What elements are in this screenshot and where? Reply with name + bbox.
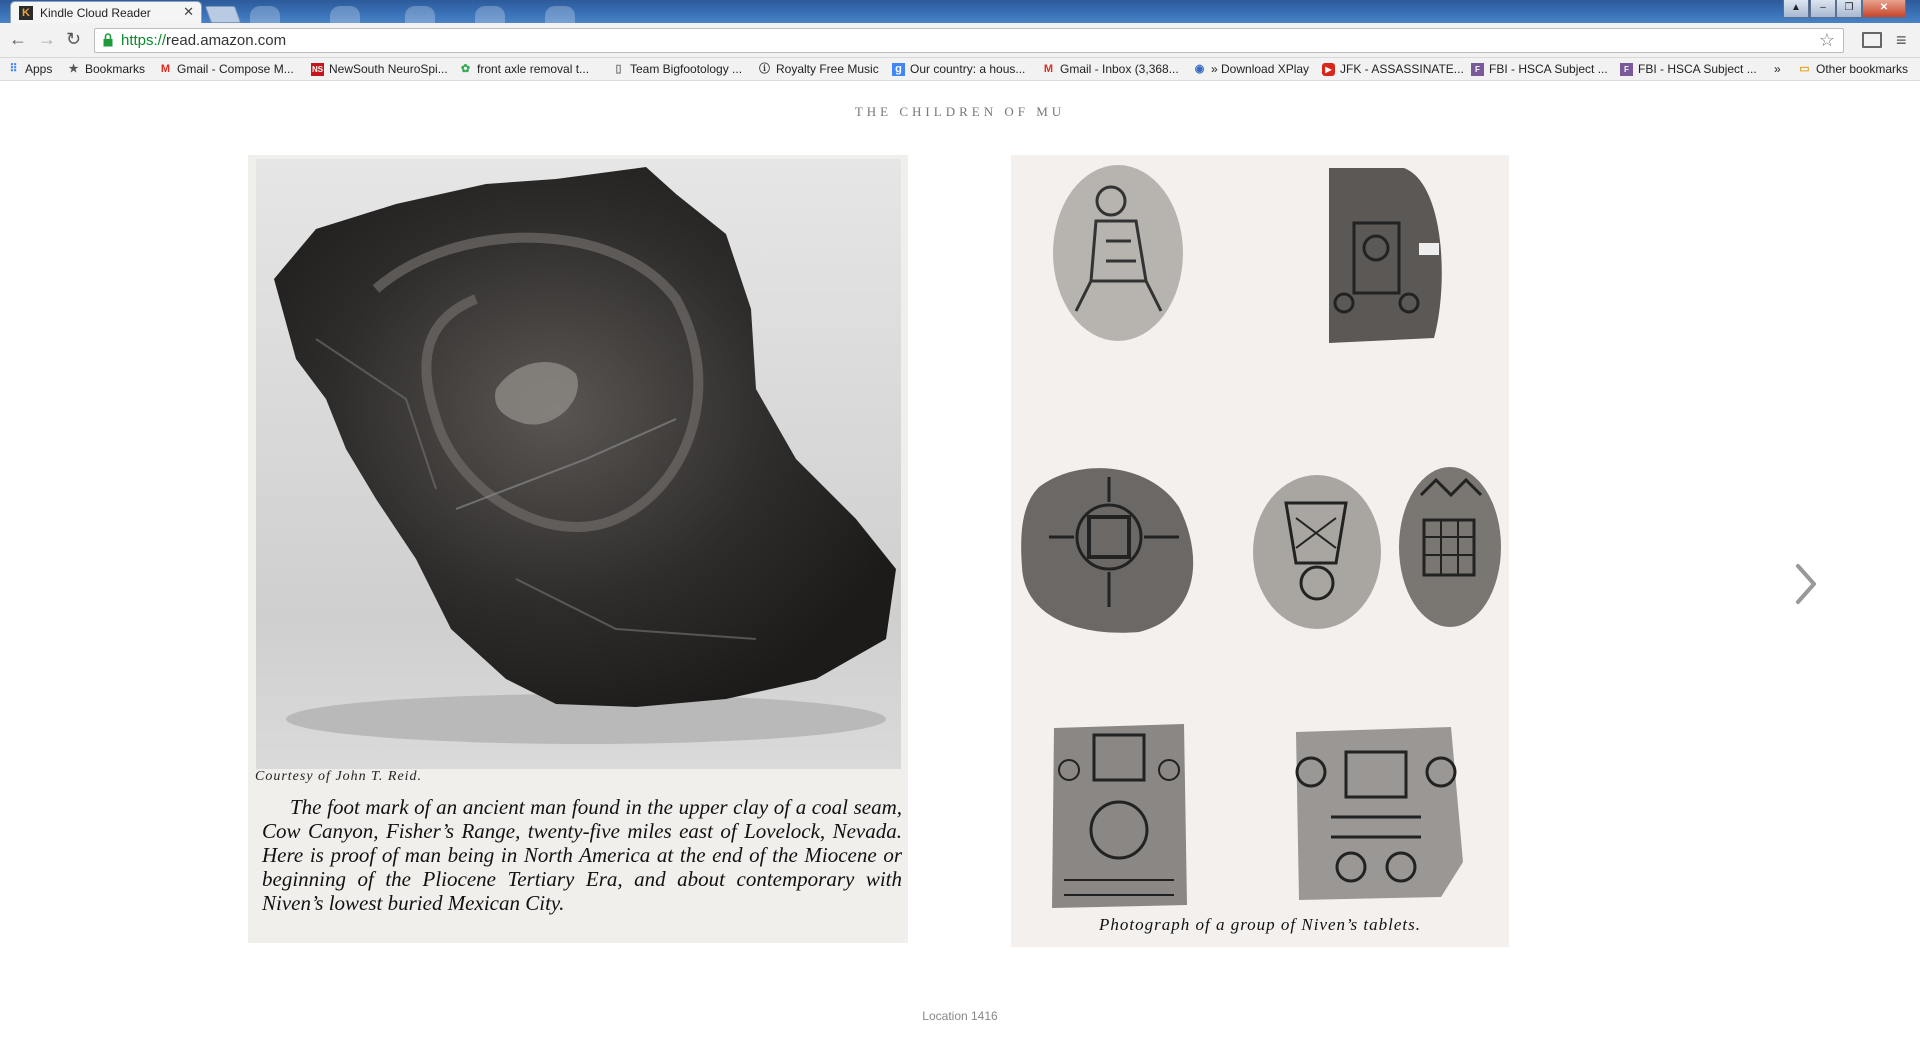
tab-title: Kindle Cloud Reader <box>40 6 151 20</box>
tablet-image <box>1019 457 1201 637</box>
bookmark-jfk[interactable]: ▶ JFK - ASSASSINATE... <box>1322 62 1464 76</box>
bookmarks-overflow-chevron[interactable]: » <box>1774 62 1781 76</box>
gmail-icon: M <box>1043 62 1054 75</box>
photo-credit: Courtesy of John T. Reid. <box>255 769 423 784</box>
lock-icon <box>103 33 113 47</box>
star-icon: ★ <box>68 62 79 75</box>
address-bar[interactable] <box>94 28 1844 53</box>
minimize-button[interactable]: – <box>1810 0 1836 18</box>
browser-toolbar <box>0 23 1920 58</box>
shield-icon: ◉ <box>1194 62 1205 75</box>
folder-icon: ▭ <box>1799 62 1810 75</box>
running-head: THE CHILDREN OF MU <box>854 104 1066 119</box>
tab-close-icon[interactable]: ✕ <box>183 4 194 19</box>
tablet-image <box>1051 161 1186 346</box>
page-icon: F <box>1471 63 1484 76</box>
tablet-image <box>1396 465 1504 630</box>
search-icon: ✿ <box>460 62 471 75</box>
left-page-caption: The foot mark of an ancient man found in the upper clay of a coal seam, Cow Canyon, Fisher’s Range, twenty-five miles east of Lovelock, Nevada. Here is proof of man being in North America at the end of the Miocene or beginning of the Pliocene Tertiary Era, and about contemporary with Niven’s lowest buried Mexican City. <box>262 795 902 915</box>
new-tab-button[interactable] <box>205 6 241 23</box>
bookmark-royalty-free-music[interactable]: ⓘ Royalty Free Music <box>759 62 879 76</box>
next-page-arrow-icon[interactable] <box>1792 560 1820 608</box>
tab-kindle-cloud-reader[interactable] <box>10 1 202 23</box>
menu-icon[interactable]: ≡ <box>1896 30 1907 50</box>
tablet-image <box>1324 163 1449 348</box>
bookmark-fbi-hsca-1[interactable]: F FBI - HSCA Subject ... <box>1471 62 1608 76</box>
apps-grid-icon: ⠿ <box>9 62 18 75</box>
footprint-rock-photo <box>256 159 901 769</box>
bookmark-apps[interactable]: ⠿ Apps <box>7 62 52 76</box>
background-window-icon <box>405 6 435 23</box>
youtube-icon: ▶ <box>1322 63 1335 76</box>
gmail-icon: M <box>160 62 171 75</box>
google-icon: g <box>892 63 905 76</box>
background-window-icon <box>330 6 360 23</box>
bookmark-download-xplay[interactable]: ◉ » Download XPlay <box>1194 62 1310 76</box>
forward-arrow-icon[interactable]: → <box>38 29 56 49</box>
bookmark-fbi-hsca-2[interactable]: F FBI - HSCA Subject ... <box>1620 62 1757 76</box>
ns-icon: NS <box>311 64 324 74</box>
background-window-icon <box>545 6 575 23</box>
tablet-image <box>1251 473 1383 631</box>
bookmark-our-country[interactable]: g Our country: a hous... <box>892 62 1025 76</box>
url-text: https://read.amazon.com <box>121 32 287 49</box>
bookmark-newsouth[interactable]: NS NewSouth NeuroSpi... <box>311 62 448 76</box>
reading-location: Location 1416 <box>922 1009 998 1023</box>
close-window-button[interactable]: ✕ <box>1862 0 1906 18</box>
window-titlebar <box>0 0 1920 23</box>
right-page-caption: Photograph of a group of Niven’s tablets. <box>1099 915 1421 934</box>
bookmark-front-axle[interactable]: ✿ front axle removal t... <box>460 62 590 76</box>
page-icon: F <box>1620 63 1633 76</box>
bookmark-star-icon[interactable]: ☆ <box>1818 30 1835 50</box>
restore-button[interactable]: ❐ <box>1836 0 1862 18</box>
background-window-icon <box>250 6 280 23</box>
kindle-favicon-icon: K <box>19 6 33 20</box>
back-arrow-icon[interactable]: ← <box>9 29 27 49</box>
bookmark-gmail-compose[interactable]: M Gmail - Compose M... <box>160 62 294 76</box>
book-page-right <box>1011 155 1509 947</box>
tablet-image <box>1049 720 1189 910</box>
bookmark-other-bookmarks[interactable]: ▭ Other bookmarks <box>1799 62 1909 76</box>
cast-icon[interactable] <box>1862 32 1882 48</box>
background-window-icon <box>475 6 505 23</box>
bookmark-bookmarks[interactable]: ★ Bookmarks <box>68 62 146 76</box>
bookmarks-bar <box>0 58 1920 81</box>
info-icon: ⓘ <box>759 62 770 75</box>
book-page-left <box>248 155 908 943</box>
rock-illustration <box>256 159 901 769</box>
user-icon[interactable]: ▲ <box>1783 0 1809 18</box>
tablet-image <box>1291 722 1466 902</box>
bookmark-gmail-inbox[interactable]: M Gmail - Inbox (3,368... <box>1043 62 1179 76</box>
reload-icon[interactable]: ↻ <box>66 29 82 49</box>
bookmark-team-bigfootology[interactable]: ▯ Team Bigfootology ... <box>612 62 742 76</box>
page-icon: ▯ <box>615 62 622 75</box>
